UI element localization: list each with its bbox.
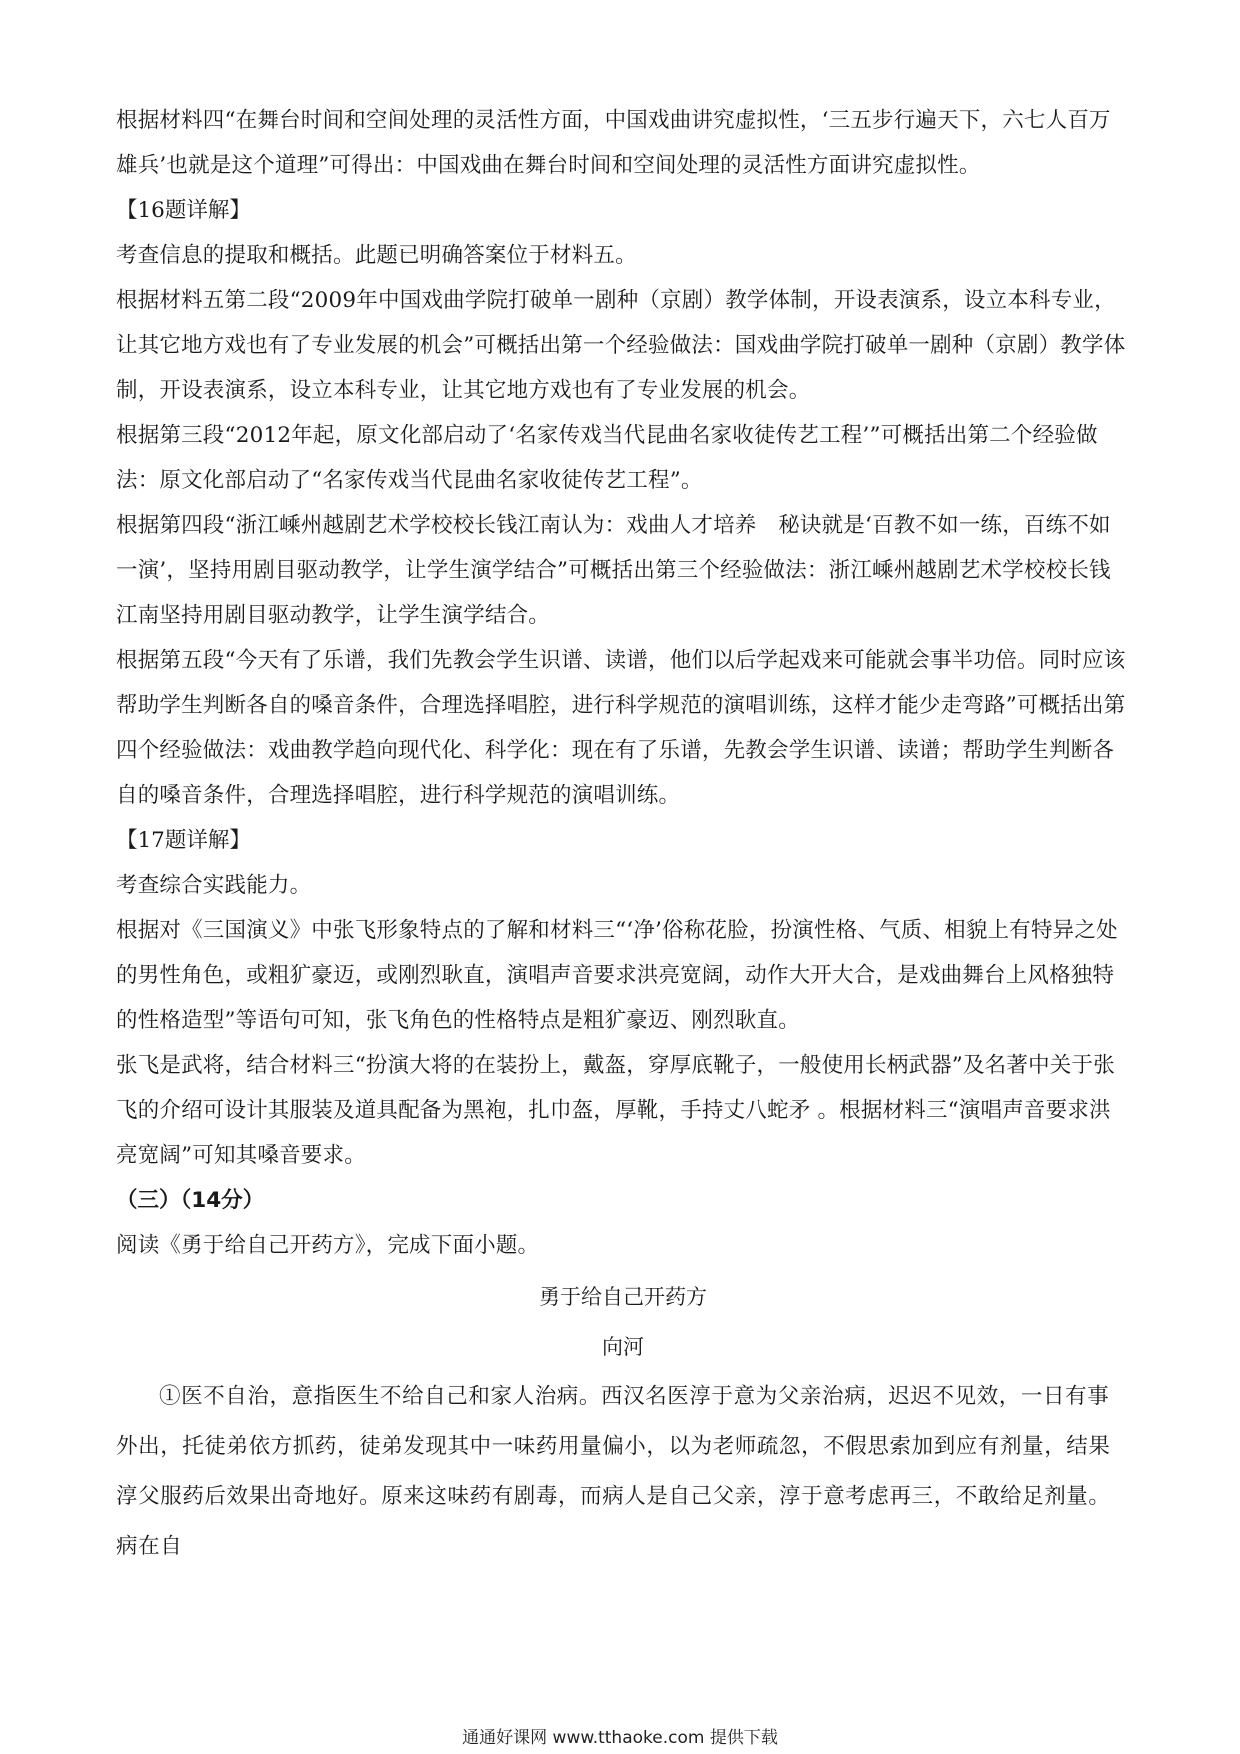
article-author: 向河 (602, 1335, 644, 1359)
q16-para-1: 考查信息的提取和概括。此题已明确答案位于材料五。 (116, 243, 637, 268)
article-title: 勇于给自己开药方 (539, 1285, 707, 1309)
section-three-title: （三）（14分） (116, 1188, 265, 1213)
q16-para-4: 根据第四段“浙江嵊州越剧艺术学校校长钱江南认为：戏曲人才培养 秘诀就是‘百教不如一练，百练不如一演’，坚持用剧目驱动教学，让学生演学结合”可概括出第三个经验做法：浙江嵊州越剧艺术学校校长钱江南坚持用剧目驱动教学，让学生演学结合。 (116, 513, 1111, 628)
q16-para-3: 根据第三段“2012年起，原文化部启动了‘名家传戏当代昆曲名家收徒传艺工程’”可概括出第二个经验做法：原文化部启动了“名家传戏当代昆曲名家收徒传艺工程”。 (116, 423, 1098, 493)
q16-para-5: 根据第五段“今天有了乐谱，我们先教会学生识谱、读谱，他们以后学起戏来可能就会事半功倍。同时应该帮助学生判断各自的嗓音条件，合理选择唱腔，进行科学规范的演唱训练，这样才能少走弯路”可概括出第四个经验做法：戏曲教学趋向现代化、科学化：现在有了乐谱，先教会学生识谱、读谱；帮助学生判断各自的嗓音条件，合理选择唱腔，进行科学规范的演唱训练。 (116, 648, 1126, 808)
q17-para-3: 张飞是武将，结合材料三“扮演大将的在装扮上，戴盔，穿厚底靴子，一般使用长柄武器”及名著中关于张飞的介绍可设计其服装及道具配备为黑袍，扎巾盔，厚靴，手持丈八蛇矛 。根据材料三“演唱声音要求洪亮宽阔”可知其嗓音要求。 (116, 1053, 1115, 1168)
section-three-instruction: 阅读《勇于给自己开药方》，完成下面小题。 (116, 1233, 540, 1258)
document-body (116, 98, 1130, 1572)
q17-para-2: 根据对《三国演义》中张飞形象特点的了解和材料三“‘净’俗称花脸，扮演性格、气质、相貌上有特异之处的男性角色，或粗犷豪迈，或刚烈耿直，演唱声音要求洪亮宽阔，动作大开大合，是戏曲舞台上风格独特的性格造型”等语句可知，张飞角色的性格特点是粗犷豪迈、刚烈耿直。 (116, 918, 1118, 1033)
q17-heading: 【17题详解】 (116, 828, 251, 853)
page-footer: 通通好课网 www.tthaoke.com 提供下载 (462, 1728, 778, 1748)
q16-heading: 【16题详解】 (116, 198, 251, 223)
q17-para-1: 考查综合实践能力。 (116, 873, 312, 898)
para-material-four: 根据材料四“在舞台时间和空间处理的灵活性方面，中国戏曲讲究虚拟性，‘三五步行遍天下，六七人百万雄兵’也就是这个道理”可得出：中国戏曲在舞台时间和空间处理的灵活性方面讲究虚拟性。 (116, 108, 1111, 178)
article-paragraph-1: ①医不自治，意指医生不给自己和家人治病。西汉名医淳于意为父亲治病，迟迟不见效，一日有事外出，托徒弟依方抓药，徒弟发现其中一味药用量偏小，以为老师疏忽，不假思索加到应有剂量，结果淳父服药后效果出奇地好。原来这味药有剧毒，而病人是自己父亲，淳于意考虑再三，不敢给足剂量。病在自 (116, 1384, 1111, 1559)
q16-para-2: 根据材料五第二段“2009年中国戏曲学院打破单一剧种（京剧）教学体制，开设表演系，设立本科专业，让其它地方戏也有了专业发展的机会”可概括出第一个经验做法：国戏曲学院打破单一剧种（京剧）教学体制，开设表演系，设立本科专业，让其它地方戏也有了专业发展的机会。 (116, 288, 1126, 403)
